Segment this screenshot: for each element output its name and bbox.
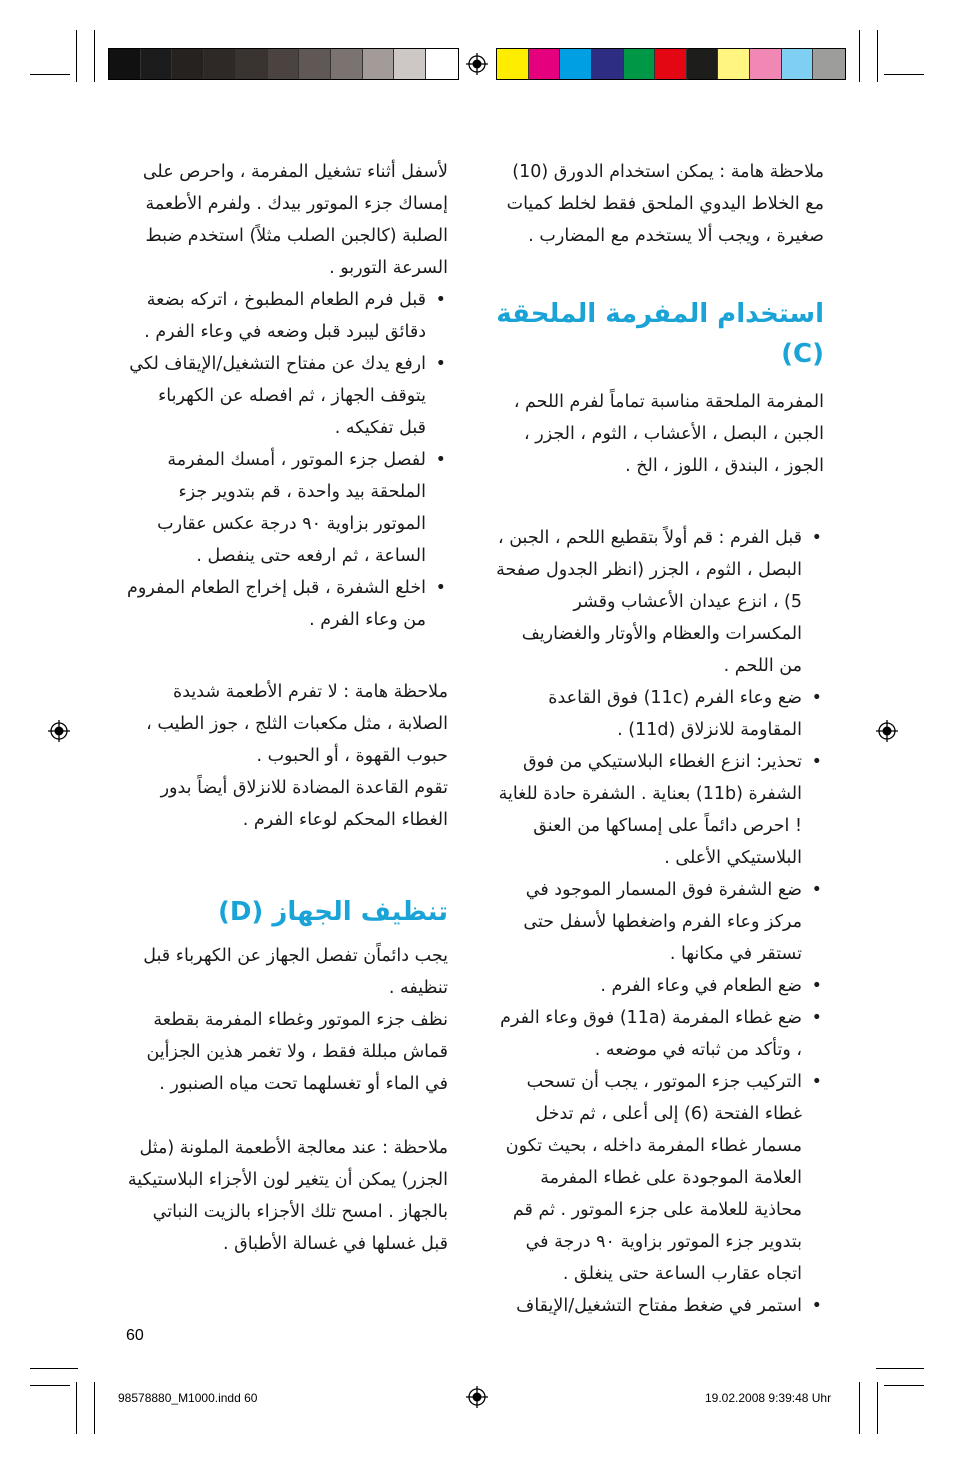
list-item: • قبل فرم الطعام المطبوخ ، اتركه بضعة دقائق ليبرد قبل وضعه في وعاء الفرم .	[126, 284, 448, 348]
disassembly-steps-list	[126, 284, 448, 636]
list-item: • استمر في ضغط مفتاح التشغيل/الإيقاف	[494, 1290, 824, 1322]
registration-mark-icon	[876, 720, 898, 742]
chopper-steps-list	[494, 522, 824, 1322]
color-swatch	[331, 49, 363, 79]
section-c-intro: المفرمة الملحقة مناسبة تماماً لفرم اللحم ، الجبن ، البصل ، الأعشاب ، الثوم ، الجزر ، الجوز ، البندق ، اللوز ، الخ .	[513, 392, 824, 476]
color-swatch	[529, 49, 561, 79]
list-item: • ضع الشفرة فوق المسمار الموجود في مركز وعاء الفرم واضغطها لأسفل حتى تستقر في مكانها .	[494, 874, 824, 970]
color-swatch	[141, 49, 173, 79]
crop-mark	[877, 1382, 878, 1434]
list-item: • ضع غطاء المفرمة (11a) فوق وعاء الفرم ، وتأكد من ثباته في موضعه .	[494, 1002, 824, 1066]
registration-mark-icon	[466, 53, 488, 75]
registration-mark-icon	[48, 720, 70, 742]
right-text-column	[494, 156, 824, 1322]
color-swatch	[592, 49, 624, 79]
print-timestamp: 19.02.2008 9:39:48 Uhr	[705, 1391, 832, 1405]
crop-mark	[859, 1382, 860, 1434]
color-swatch	[394, 49, 426, 79]
list-item: • اخلع الشفرة ، قبل إخراج الطعام المفروم من وعاء الفرم .	[126, 572, 448, 636]
color-swatch	[236, 49, 268, 79]
color-swatch	[782, 49, 814, 79]
note-coloured-foods: ملاحظة : عند معالجة الأطعمة الملونة (مثل الجزر) يمكن أن يتغير لون الأجزاء البلاستيكية بالجهاز . امسح تلك الأجزاء بالزيت النباتي قبل غسلها في غسالة الأطباق .	[127, 1138, 448, 1254]
color-swatch	[813, 49, 845, 79]
color-swatch	[560, 49, 592, 79]
color-swatch	[299, 49, 331, 79]
color-swatch	[204, 49, 236, 79]
continuation-text: لأسفل أثناء تشغيل المفرمة ، واحرص على إمساك جزء الموتور بيدك . ولفرم الأطعمة الصلبة (كالجبن الصلب مثلاً) استخدم ضبط السرعة التوربو .	[142, 162, 448, 278]
color-swatch	[718, 49, 750, 79]
list-item: • قبل الفرم : قم أولاً بتقطيع اللحم ، الجبن ، البصل ، الثوم ، الجزر (انظر الجدول صفحة 5) ، انزع عيدان الأعشاب وقشر المكسرات والعظام والأوتار والغضاريف من اللحم .	[494, 522, 824, 682]
page-number: 60	[126, 1327, 144, 1344]
note-hard-foods: ملاحظة هامة : لا تفرم الأطعمة شديدة الصلابة ، مثل مكعبات الثلج ، جوز الطيب ، حبوب القهوة ، أو الحبوب .	[146, 682, 448, 766]
crop-mark	[30, 1385, 70, 1386]
crop-mark	[76, 1382, 77, 1434]
crop-mark	[94, 1382, 95, 1434]
file-info: 98578880_M1000.indd 60	[118, 1391, 258, 1405]
grayscale-color-bar	[108, 48, 459, 80]
crop-mark	[30, 74, 70, 75]
color-swatch	[624, 49, 656, 79]
crop-mark	[76, 30, 77, 82]
color-swatch	[268, 49, 300, 79]
color-swatch	[426, 49, 458, 79]
section-d-heading: تنظيف الجهاز (D)	[217, 897, 448, 927]
list-item: • ضع الطعام في وعاء الفرم .	[494, 970, 824, 1002]
note-jug: ملاحظة هامة : يمكن استخدام الدورق (10) مع الخلاط اليدوي الملحق فقط لخلط كميات صغيرة ، ويجب ألا يستخدم مع المضارب .	[506, 162, 824, 246]
section-c-heading: استخدام المفرمة الملحقة (C)	[496, 299, 824, 369]
crop-mark	[884, 74, 924, 75]
color-swatch	[109, 49, 141, 79]
color-swatch	[497, 49, 529, 79]
color-swatch	[172, 49, 204, 79]
list-item: • ضع وعاء الفرم (11c) فوق القاعدة المقاومة للانزلاق (11d) .	[494, 682, 824, 746]
left-text-column	[126, 156, 448, 1260]
cleaning-unplug: يجب دائماًن تفصل الجهاز عن الكهرباء قبل تنظيفه .	[143, 946, 448, 998]
list-item: • التركيب جزء الموتور ، يجب أن تسحب غطاء الفتحة (6) إلى أعلى ، ثم تدخل مسمار غطاء المفرمة داخله ، بحيث تكون العلامة الموجودة على غطاء المفرمة محاذية للعلامة على جزء الموتور . ثم قم بتدوير جزء الموتور بزاوية ٩٠ درجة في اتجاه عقارب الساعة حتى ينغلق .	[494, 1066, 824, 1290]
color-swatch	[687, 49, 719, 79]
crop-mark	[859, 30, 860, 82]
list-item: • لفصل جزء الموتور ، أمسك المفرمة الملحقة بيد واحدة ، قم بتدوير جزء الموتور بزاوية ٩٠ درجة عكس عقارب الساعة ، ثم ارفعه حتى ينفصل .	[126, 444, 448, 572]
list-item: • تحذير: انزع الغطاء البلاستيكي من فوق الشفرة (11b) بعناية . الشفرة حادة للغاية ! احرص دائماً على إمساكها من العنق البلاستيكي الأعلى .	[494, 746, 824, 874]
color-swatch	[655, 49, 687, 79]
crop-mark	[884, 1385, 924, 1386]
registration-mark-icon	[466, 1386, 488, 1408]
list-item: • ارفع يدك عن مفتاح التشغيل/الإيقاف لكي يتوقف الجهاز ، ثم افصله عن الكهرباء قبل تفكيكه .	[126, 348, 448, 444]
color-swatch	[750, 49, 782, 79]
crop-mark	[94, 30, 95, 82]
cleaning-instructions: نظف جزء الموتور وغطاء المفرمة بقطعة قماش مبللة فقط ، ولا تغمر هذين الجزأين في الماء أو تغسلهما تحت مياه الصنبور .	[146, 1010, 448, 1094]
note-base-lid: تقوم القاعدة المضادة للانزلاق أيضاً بدور الغطاء المحكم لوعاء الفرم .	[160, 778, 448, 830]
crop-mark	[30, 1368, 78, 1369]
crop-mark	[877, 30, 878, 82]
color-swatch	[363, 49, 395, 79]
process-color-bar	[496, 48, 846, 80]
crop-mark	[876, 1368, 924, 1369]
